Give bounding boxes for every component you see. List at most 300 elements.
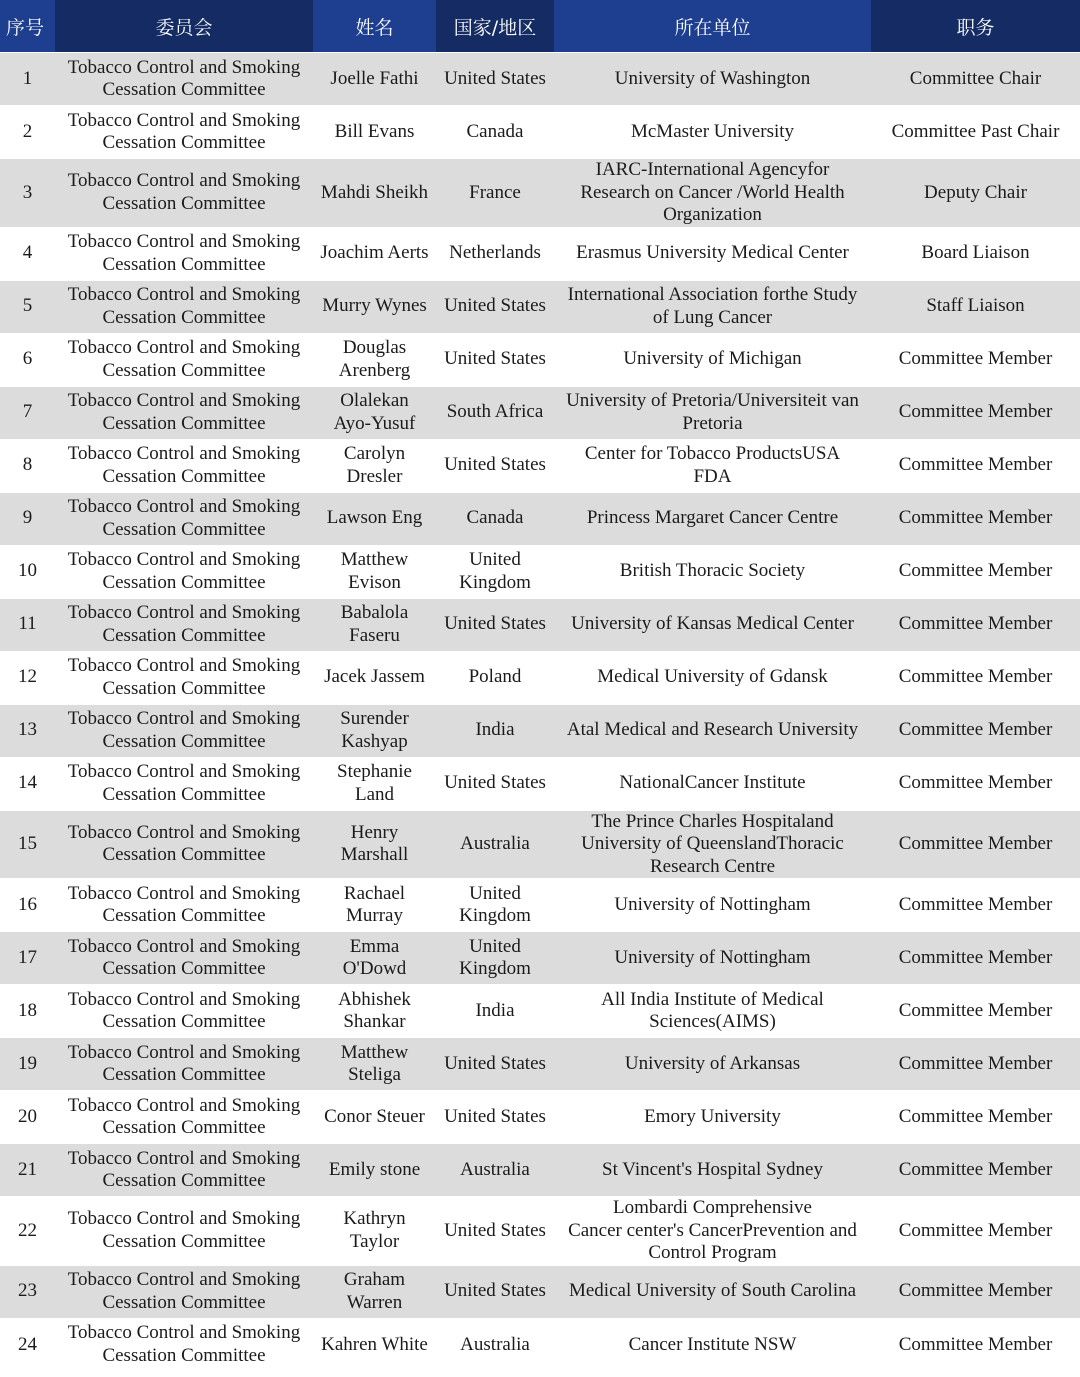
- cell-institution: [554, 985, 871, 1038]
- table-row: [0, 280, 1080, 333]
- cell-committee-line: Cessation Committee: [102, 132, 266, 153]
- cell-name-line: Emily stone: [328, 1158, 421, 1180]
- cell-country-line: Canada: [466, 507, 524, 529]
- cell-committee-line: Cessation Committee: [102, 359, 266, 381]
- header-institution: 所在单位: [554, 0, 871, 53]
- cell-role: Committee Member: [871, 810, 1080, 879]
- cell-name: [313, 757, 436, 810]
- cell-name: [313, 932, 436, 985]
- cell-name-line: Murray: [346, 905, 403, 926]
- cell-institution-line: Erasmus University Medical Center: [576, 242, 849, 264]
- cell-name-line: Kashyap: [341, 730, 408, 752]
- cell-committee-line: Tobacco Control and Smoking: [67, 1041, 301, 1063]
- cell-institution: [554, 1318, 871, 1371]
- cell-country-line: South Africa: [446, 401, 544, 423]
- cell-no: 20: [0, 1091, 55, 1144]
- cell-role: Committee Member: [871, 333, 1080, 386]
- cell-no: 11: [0, 598, 55, 651]
- cell-no: 8: [0, 439, 55, 492]
- cell-name-line: Dresler: [346, 465, 403, 487]
- cell-country-line: France: [469, 181, 521, 203]
- cell-name: [313, 280, 436, 333]
- cell-country-line: United States: [444, 772, 546, 794]
- cell-country: [436, 651, 554, 704]
- cell-country-line: India: [475, 999, 515, 1021]
- cell-no: 6: [0, 333, 55, 386]
- cell-name: [313, 1144, 436, 1197]
- cell-role: Committee Member: [871, 985, 1080, 1038]
- cell-institution-line: Research Centre: [649, 855, 776, 877]
- cell-institution-line: of Lung Cancer: [652, 306, 773, 328]
- cell-committee-line: Cessation Committee: [102, 1291, 266, 1313]
- cell-country-line: Poland: [468, 666, 522, 688]
- cell-name: [313, 545, 436, 598]
- cell-country: [436, 1091, 554, 1144]
- cell-institution-line: International Association forthe Study: [567, 284, 858, 305]
- cell-committee: [55, 932, 313, 985]
- cell-committee-line: Tobacco Control and Smoking: [67, 821, 301, 843]
- cell-institution: [554, 1265, 871, 1318]
- cell-committee: [55, 386, 313, 439]
- cell-name-line: Joelle Fathi: [330, 67, 419, 89]
- table-row: [0, 227, 1080, 280]
- cell-institution: [554, 598, 871, 651]
- cell-name-line: Abhishek: [338, 988, 411, 1010]
- cell-name-line: Stephanie: [337, 761, 412, 782]
- header-no: 序号: [0, 0, 55, 53]
- cell-institution-line: University of Michigan: [623, 348, 802, 370]
- cell-no: 9: [0, 492, 55, 545]
- cell-committee-line: Tobacco Control and Smoking: [67, 56, 301, 78]
- cell-committee-line: Cessation Committee: [102, 412, 266, 434]
- cell-name-line: Surender: [340, 708, 409, 729]
- cell-role: Committee Member: [871, 492, 1080, 545]
- cell-name: [313, 227, 436, 280]
- cell-institution-line: Organization: [663, 204, 762, 225]
- cell-institution-line: Control Program: [648, 1242, 777, 1263]
- cell-committee-line: Tobacco Control and Smoking: [67, 443, 301, 464]
- table-row: [0, 598, 1080, 651]
- cell-country: [436, 985, 554, 1038]
- cell-name: [313, 1318, 436, 1371]
- cell-committee-line: Tobacco Control and Smoking: [67, 935, 301, 957]
- cell-committee-line: Cessation Committee: [102, 1064, 266, 1085]
- table-row: [0, 159, 1080, 228]
- cell-institution: [554, 810, 871, 879]
- cell-committee-line: Cessation Committee: [102, 958, 266, 979]
- table-row: [0, 1091, 1080, 1144]
- cell-institution-line: Emory University: [644, 1105, 781, 1127]
- cell-institution: [554, 879, 871, 932]
- cell-no: 12: [0, 651, 55, 704]
- cell-role: Deputy Chair: [871, 159, 1080, 228]
- cell-committee: [55, 227, 313, 280]
- cell-institution-line: British Thoracic Society: [619, 560, 806, 582]
- cell-role: Board Liaison: [871, 227, 1080, 280]
- cell-country: [436, 932, 554, 985]
- cell-committee: [55, 1197, 313, 1266]
- cell-institution-line: Research on Cancer /World Health: [580, 181, 845, 203]
- cell-country: [436, 545, 554, 598]
- cell-name-line: Joachim Aerts: [320, 242, 429, 264]
- cell-committee-line: Cessation Committee: [102, 1230, 266, 1252]
- cell-name: [313, 53, 436, 106]
- cell-committee-line: Tobacco Control and Smoking: [67, 170, 301, 192]
- cell-committee: [55, 1318, 313, 1371]
- cell-committee-line: Tobacco Control and Smoking: [67, 284, 301, 305]
- cell-name-line: Douglas: [342, 337, 407, 358]
- cell-country-line: United States: [444, 67, 546, 89]
- cell-committee-line: Cessation Committee: [102, 465, 266, 487]
- cell-committee-line: Cessation Committee: [102, 79, 266, 100]
- cell-country: [436, 1197, 554, 1266]
- cell-institution: [554, 545, 871, 598]
- cell-name-line: Mahdi Sheikh: [320, 181, 429, 203]
- cell-committee-line: Cessation Committee: [102, 306, 266, 328]
- cell-name: [313, 386, 436, 439]
- cell-institution-line: Atal Medical and Research University: [566, 719, 859, 741]
- cell-country: [436, 1265, 554, 1318]
- table-row: [0, 106, 1080, 159]
- cell-country-line: United States: [444, 454, 546, 476]
- cell-no: 14: [0, 757, 55, 810]
- table-row: [0, 1144, 1080, 1197]
- cell-institution-line: Cancer center's CancerPrevention and: [568, 1219, 857, 1241]
- cell-country: [436, 333, 554, 386]
- cell-role: Committee Member: [871, 1144, 1080, 1197]
- cell-name-line: Land: [354, 783, 395, 805]
- cell-institution: [554, 439, 871, 492]
- table-row: [0, 704, 1080, 757]
- cell-no: 16: [0, 879, 55, 932]
- cell-institution-line: University of Pretoria/Universiteit van: [566, 390, 859, 411]
- cell-institution-line: University of Nottingham: [614, 893, 811, 915]
- header-country: 国家/地区: [436, 0, 554, 53]
- cell-name-line: Shankar: [343, 1011, 406, 1032]
- cell-committee: [55, 1144, 313, 1197]
- cell-committee-line: Cessation Committee: [102, 571, 266, 593]
- cell-committee: [55, 651, 313, 704]
- cell-institution: [554, 227, 871, 280]
- cell-name-line: Jacek Jassem: [324, 666, 425, 688]
- cell-country-line: United: [469, 882, 521, 904]
- cell-country: [436, 1318, 554, 1371]
- cell-institution: [554, 1197, 871, 1266]
- cell-no: 15: [0, 810, 55, 879]
- cell-institution-line: Princess Margaret Cancer Centre: [586, 507, 839, 529]
- cell-institution-line: The Prince Charles Hospitaland: [591, 810, 834, 832]
- cell-committee-line: Tobacco Control and Smoking: [67, 1147, 301, 1169]
- table-row: [0, 545, 1080, 598]
- cell-name: [313, 1265, 436, 1318]
- cell-role: Committee Chair: [871, 53, 1080, 106]
- cell-no: 23: [0, 1265, 55, 1318]
- cell-institution-line: All India Institute of Medical: [601, 988, 824, 1010]
- cell-committee: [55, 545, 313, 598]
- cell-country-line: United States: [444, 295, 546, 317]
- cell-role: Committee Member: [871, 704, 1080, 757]
- cell-name-line: Bill Evans: [334, 120, 415, 142]
- cell-country-line: Kingdom: [459, 958, 531, 979]
- cell-committee: [55, 333, 313, 386]
- cell-institution: [554, 757, 871, 810]
- cell-no: 18: [0, 985, 55, 1038]
- cell-role: Committee Member: [871, 1318, 1080, 1371]
- cell-country-line: United: [469, 935, 521, 957]
- cell-committee: [55, 159, 313, 228]
- table-row: [0, 386, 1080, 439]
- cell-name-line: Henry: [350, 821, 399, 843]
- cell-committee-line: Tobacco Control and Smoking: [67, 1269, 301, 1290]
- cell-committee-line: Tobacco Control and Smoking: [67, 390, 301, 411]
- cell-country: [436, 598, 554, 651]
- cell-committee: [55, 704, 313, 757]
- cell-committee: [55, 439, 313, 492]
- cell-role: Committee Member: [871, 879, 1080, 932]
- cell-name-line: Ayo-Yusuf: [333, 412, 416, 434]
- cell-institution: [554, 1038, 871, 1091]
- cell-no: 5: [0, 280, 55, 333]
- cell-name-line: Evison: [348, 571, 401, 593]
- cell-committee-line: Tobacco Control and Smoking: [67, 337, 301, 358]
- cell-role: Staff Liaison: [871, 280, 1080, 333]
- cell-committee: [55, 53, 313, 106]
- cell-no: 21: [0, 1144, 55, 1197]
- cell-committee-line: Cessation Committee: [102, 1117, 266, 1138]
- cell-institution: [554, 704, 871, 757]
- cell-institution: [554, 159, 871, 228]
- cell-name-line: Murry Wynes: [322, 295, 427, 317]
- cell-no: 4: [0, 227, 55, 280]
- cell-committee: [55, 598, 313, 651]
- table-row: [0, 1265, 1080, 1318]
- cell-committee-line: Cessation Committee: [102, 192, 266, 214]
- cell-name-line: Babalola: [340, 602, 409, 623]
- cell-country: [436, 1038, 554, 1091]
- cell-country: [436, 439, 554, 492]
- cell-country-line: Australia: [460, 1333, 530, 1355]
- cell-committee-line: Cessation Committee: [102, 1344, 266, 1366]
- cell-institution-line: Center for Tobacco ProductsUSA: [584, 443, 841, 464]
- cell-country: [436, 704, 554, 757]
- cell-name: [313, 879, 436, 932]
- cell-country-line: United States: [444, 348, 546, 370]
- cell-committee: [55, 757, 313, 810]
- table-row: [0, 810, 1080, 879]
- cell-role: Committee Member: [871, 386, 1080, 439]
- cell-name-line: Matthew: [340, 1041, 409, 1063]
- cell-name-line: Kathryn: [343, 1208, 406, 1230]
- cell-country-line: United States: [444, 1052, 546, 1074]
- table-row: [0, 985, 1080, 1038]
- cell-country-line: United States: [444, 1105, 546, 1127]
- table-row: [0, 1038, 1080, 1091]
- cell-name-line: Emma: [349, 935, 400, 957]
- cell-no: 10: [0, 545, 55, 598]
- cell-institution-line: Lombardi Comprehensive: [613, 1197, 812, 1218]
- cell-country-line: Kingdom: [459, 571, 531, 593]
- cell-no: 24: [0, 1318, 55, 1371]
- cell-committee-line: Cessation Committee: [102, 844, 266, 866]
- cell-name: [313, 492, 436, 545]
- cell-institution: [554, 386, 871, 439]
- cell-name-line: Taylor: [349, 1230, 400, 1252]
- cell-committee: [55, 492, 313, 545]
- cell-institution: [554, 1091, 871, 1144]
- cell-committee-line: Tobacco Control and Smoking: [67, 882, 301, 904]
- table-row: [0, 651, 1080, 704]
- cell-committee-line: Tobacco Control and Smoking: [67, 109, 301, 131]
- table-row: [0, 879, 1080, 932]
- cell-name: [313, 1197, 436, 1266]
- cell-country-line: United States: [444, 1219, 546, 1241]
- cell-institution: [554, 1144, 871, 1197]
- cell-country: [436, 1144, 554, 1197]
- cell-institution: [554, 651, 871, 704]
- cell-no: 2: [0, 106, 55, 159]
- cell-country-line: Canada: [466, 120, 524, 142]
- table-row: [0, 1318, 1080, 1371]
- cell-institution-line: University of Nottingham: [614, 946, 811, 968]
- cell-name-line: Graham: [343, 1269, 406, 1290]
- cell-name-line: Faseru: [349, 624, 400, 646]
- cell-institution: [554, 333, 871, 386]
- cell-name: [313, 598, 436, 651]
- cell-no: 22: [0, 1197, 55, 1266]
- cell-institution-line: McMaster University: [630, 120, 795, 142]
- cell-institution-line: University of Kansas Medical Center: [571, 613, 854, 635]
- cell-committee-line: Tobacco Control and Smoking: [67, 655, 301, 676]
- cell-role: Committee Member: [871, 1197, 1080, 1266]
- cell-role: Committee Member: [871, 1265, 1080, 1318]
- cell-committee-line: Cessation Committee: [102, 730, 266, 752]
- cell-country-line: Netherlands: [449, 242, 541, 264]
- cell-name: [313, 333, 436, 386]
- cell-country-line: Australia: [460, 833, 530, 854]
- cell-role: Committee Member: [871, 651, 1080, 704]
- cell-committee-line: Tobacco Control and Smoking: [67, 761, 301, 782]
- cell-name-line: Marshall: [340, 844, 409, 866]
- cell-institution-line: Medical University of Gdansk: [597, 666, 828, 688]
- cell-name: [313, 439, 436, 492]
- cell-role: Committee Member: [871, 757, 1080, 810]
- cell-committee-line: Cessation Committee: [102, 905, 266, 926]
- cell-institution: [554, 492, 871, 545]
- cell-institution-line: IARC-International Agencyfor: [595, 159, 830, 180]
- cell-committee-line: Cessation Committee: [102, 1170, 266, 1191]
- cell-committee-line: Cessation Committee: [102, 1011, 266, 1032]
- cell-committee-line: Cessation Committee: [102, 253, 266, 275]
- cell-country: [436, 879, 554, 932]
- cell-country: [436, 386, 554, 439]
- cell-committee: [55, 280, 313, 333]
- cell-institution-line: University of QueenslandThoracic: [581, 833, 844, 854]
- cell-committee-line: Tobacco Control and Smoking: [67, 549, 301, 570]
- cell-committee-line: Tobacco Control and Smoking: [67, 1094, 301, 1116]
- cell-institution-line: University of Washington: [614, 67, 811, 89]
- cell-committee: [55, 1265, 313, 1318]
- cell-committee-line: Tobacco Control and Smoking: [67, 988, 301, 1010]
- cell-committee: [55, 106, 313, 159]
- cell-committee-line: Cessation Committee: [102, 677, 266, 699]
- cell-institution: [554, 280, 871, 333]
- cell-name-line: Steliga: [348, 1064, 401, 1085]
- cell-institution-line: Pretoria: [682, 412, 743, 434]
- cell-no: 13: [0, 704, 55, 757]
- cell-name-line: Carolyn: [343, 443, 406, 464]
- cell-name-line: O'Dowd: [342, 958, 407, 979]
- cell-committee-line: Cessation Committee: [102, 783, 266, 805]
- cell-institution-line: NationalCancer Institute: [619, 772, 806, 794]
- cell-committee-line: Tobacco Control and Smoking: [67, 1208, 301, 1230]
- cell-country-line: Kingdom: [459, 905, 531, 926]
- cell-name-line: Lawson Eng: [326, 507, 423, 529]
- cell-no: 17: [0, 932, 55, 985]
- cell-committee: [55, 879, 313, 932]
- cell-committee-line: Cessation Committee: [102, 624, 266, 646]
- cell-committee: [55, 985, 313, 1038]
- cell-committee-line: Cessation Committee: [102, 518, 266, 540]
- cell-no: 19: [0, 1038, 55, 1091]
- cell-country: [436, 810, 554, 879]
- cell-committee: [55, 1091, 313, 1144]
- cell-committee-line: Tobacco Control and Smoking: [67, 1322, 301, 1344]
- cell-name-line: Olalekan: [340, 390, 409, 411]
- cell-name: [313, 1091, 436, 1144]
- cell-country: [436, 159, 554, 228]
- cell-institution-line: Sciences(AIMS): [649, 1011, 776, 1032]
- header-role: 职务: [871, 0, 1080, 53]
- table-row: [0, 333, 1080, 386]
- table-body: [0, 53, 1080, 1372]
- cell-role: Committee Member: [871, 545, 1080, 598]
- cell-institution-line: Medical University of South Carolina: [568, 1280, 857, 1302]
- cell-country-line: India: [475, 719, 515, 741]
- cell-country-line: United States: [444, 613, 546, 635]
- cell-committee-line: Tobacco Control and Smoking: [67, 231, 301, 252]
- cell-name: [313, 106, 436, 159]
- cell-role: Committee Member: [871, 1038, 1080, 1091]
- cell-country: [436, 227, 554, 280]
- table-row: [0, 1197, 1080, 1266]
- cell-country: [436, 106, 554, 159]
- header-row: [0, 0, 1080, 53]
- cell-role: Committee Member: [871, 1091, 1080, 1144]
- cell-name: [313, 810, 436, 879]
- header-committee: 委员会: [55, 0, 313, 53]
- cell-institution: [554, 53, 871, 106]
- cell-committee: [55, 1038, 313, 1091]
- cell-name: [313, 704, 436, 757]
- cell-no: 7: [0, 386, 55, 439]
- cell-country-line: Australia: [460, 1158, 530, 1180]
- table-row: [0, 439, 1080, 492]
- table-row: [0, 492, 1080, 545]
- cell-committee-line: Tobacco Control and Smoking: [67, 602, 301, 623]
- cell-no: 1: [0, 53, 55, 106]
- cell-country: [436, 53, 554, 106]
- cell-name: [313, 651, 436, 704]
- cell-name-line: Conor Steuer: [324, 1105, 425, 1127]
- cell-committee-line: Tobacco Control and Smoking: [67, 708, 301, 729]
- cell-role: Committee Past Chair: [871, 106, 1080, 159]
- cell-country: [436, 757, 554, 810]
- cell-name-line: Warren: [346, 1291, 403, 1313]
- cell-role: Committee Member: [871, 439, 1080, 492]
- cell-name-line: Kahren White: [321, 1333, 428, 1355]
- cell-institution: [554, 932, 871, 985]
- cell-country-line: United States: [444, 1280, 546, 1302]
